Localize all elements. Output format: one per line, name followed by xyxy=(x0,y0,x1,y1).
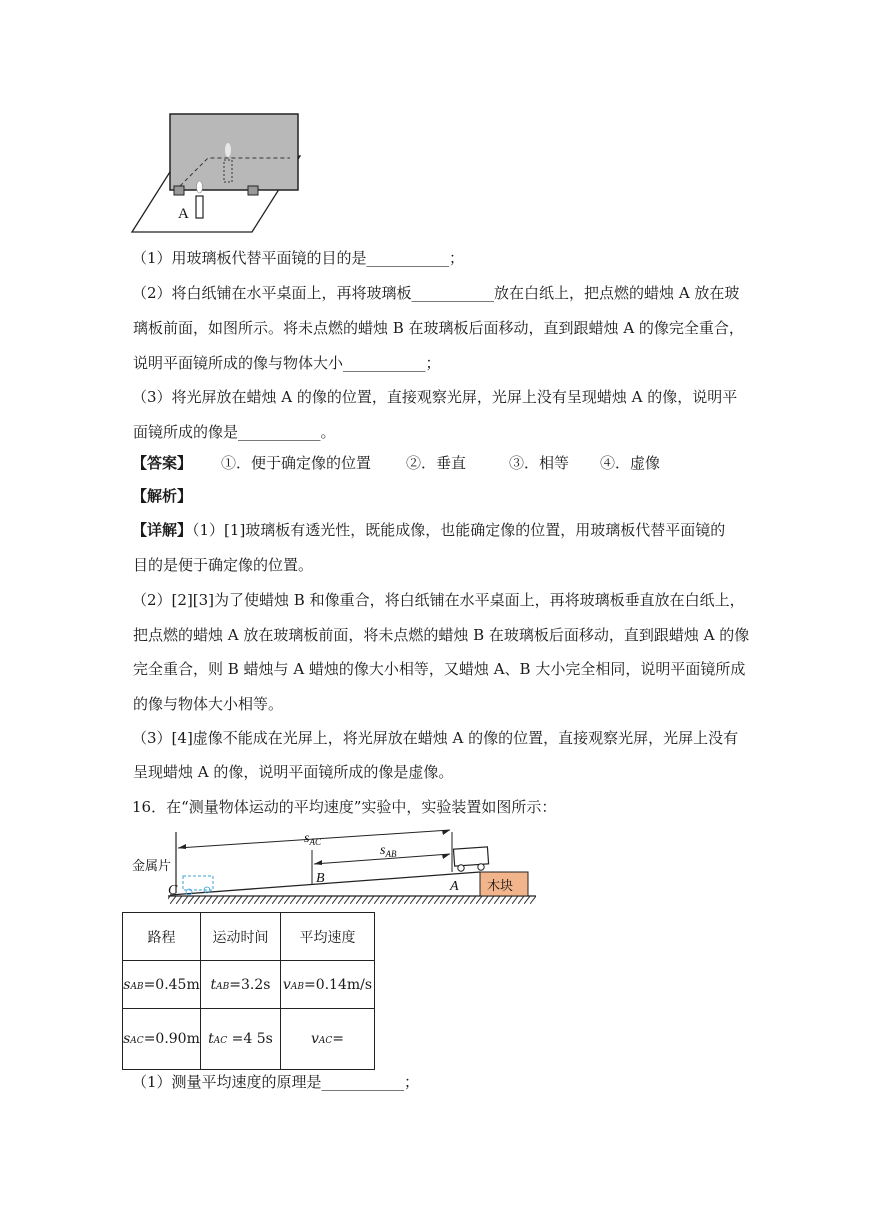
detail-2a: （2）[2][3]为了使蜡烛 B 和像重合，将白纸铺在水平桌面上，再将玻璃板垂直放在白纸上， xyxy=(132,591,745,609)
q15-part2-line2: 璃板前面，如图所示。将未点燃的蜡烛 B 在玻璃板后面移动，直到跟蜡烛 A 的像完全重合， xyxy=(133,319,744,337)
glass-plate-figure xyxy=(128,110,308,238)
metal-plate-label: 金属片 xyxy=(132,859,172,874)
detail-3a: （3）[4]虚像不能成在光屏上，将光屏放在蜡烛 A 的像的位置，直接观察光屏，光屏上没有 xyxy=(132,729,739,747)
s-ab-symbol: s xyxy=(380,843,386,858)
detail-1a: 【详解】（1）[1]玻璃板有透光性，既能成像，也能确定像的位置，用玻璃板代替平面镜的 xyxy=(132,521,726,539)
q15-part3-line2: 面镜所成的像是___________。 xyxy=(133,423,336,441)
answer-3: ③．相等 xyxy=(509,454,570,472)
header-time: 运动时间 xyxy=(201,913,281,961)
wood-block-label: 木块 xyxy=(487,879,514,894)
incline-figure xyxy=(128,824,540,912)
header-speed: 平均速度 xyxy=(281,913,375,961)
cell-t-ab: tAB=3.2s xyxy=(201,961,281,1009)
q16-part1: （1）测量平均速度的原理是___________； xyxy=(132,1073,420,1091)
measurement-table xyxy=(122,912,375,1070)
s-ac-subscript: AC xyxy=(309,837,321,847)
point-a-label: A xyxy=(450,879,459,894)
detail-2d: 的像与物体大小相等。 xyxy=(133,695,284,713)
cell-s-ab: sAB=0.45m xyxy=(123,961,201,1009)
table-row xyxy=(123,961,375,1009)
cell-t-ac: tAC =4 5s xyxy=(201,1009,281,1070)
cell-v-ab: vAB=0.14m/s xyxy=(281,961,375,1009)
q15-part2-line3: 说明平面镜所成的像与物体大小___________； xyxy=(133,354,441,372)
answer-row xyxy=(132,452,661,474)
detail-2b: 把点燃的蜡烛 A 放在玻璃板前面，将未点燃的蜡烛 B 在玻璃板后面移动，直到跟蜡烛 A 的像 xyxy=(133,626,750,644)
s-ac-symbol: s xyxy=(304,831,310,846)
answer-2: ②．垂直 xyxy=(406,454,467,472)
point-c-label: C xyxy=(168,883,178,898)
detail-label: 【详解】 xyxy=(132,521,193,539)
detail-1b: 目的是便于确定像的位置。 xyxy=(133,556,314,574)
analysis-label: 【解析】 xyxy=(132,487,193,505)
answer-1: ①．便于确定像的位置 xyxy=(221,454,372,472)
q15-part1: （1）用玻璃板代替平面镜的目的是___________； xyxy=(132,249,465,267)
answer-label: 【答案】 xyxy=(132,454,193,472)
detail-3b: 呈现蜡烛 A 的像，说明平面镜所成的像是虚像。 xyxy=(133,763,454,781)
s-ab-subscript: AB xyxy=(385,849,397,859)
q15-part2-line1: （2）将白纸铺在水平桌面上，再将玻璃板___________放在白纸上，把点燃的蜡烛 A 放在玻 xyxy=(132,284,740,302)
candle-a-label: A xyxy=(178,206,189,222)
detail-2c: 完全重合，则 B 蜡烛与 A 蜡烛的像大小相等，又蜡烛 A、B 大小完全相同，说明平面镜所成 xyxy=(133,660,746,678)
table-row xyxy=(123,1009,375,1070)
svg-text:sAB xyxy=(380,843,397,859)
header-distance: 路程 xyxy=(123,913,201,961)
q15-part3-line1: （3）将光屏放在蜡烛 A 的像的位置，直接观察光屏，光屏上没有呈现蜡烛 A 的像，说明平 xyxy=(132,388,738,406)
cell-s-ac: sAC=0.90m xyxy=(123,1009,201,1070)
cell-v-ac: vAC= xyxy=(281,1009,375,1070)
point-b-label: B xyxy=(316,871,325,886)
q16-stem: 16．在“测量物体运动的平均速度”实验中，实验装置如图所示： xyxy=(132,798,557,816)
table-header-row xyxy=(123,913,375,961)
svg-text:sAC xyxy=(304,831,322,847)
answer-4: ④．虚像 xyxy=(600,454,661,472)
